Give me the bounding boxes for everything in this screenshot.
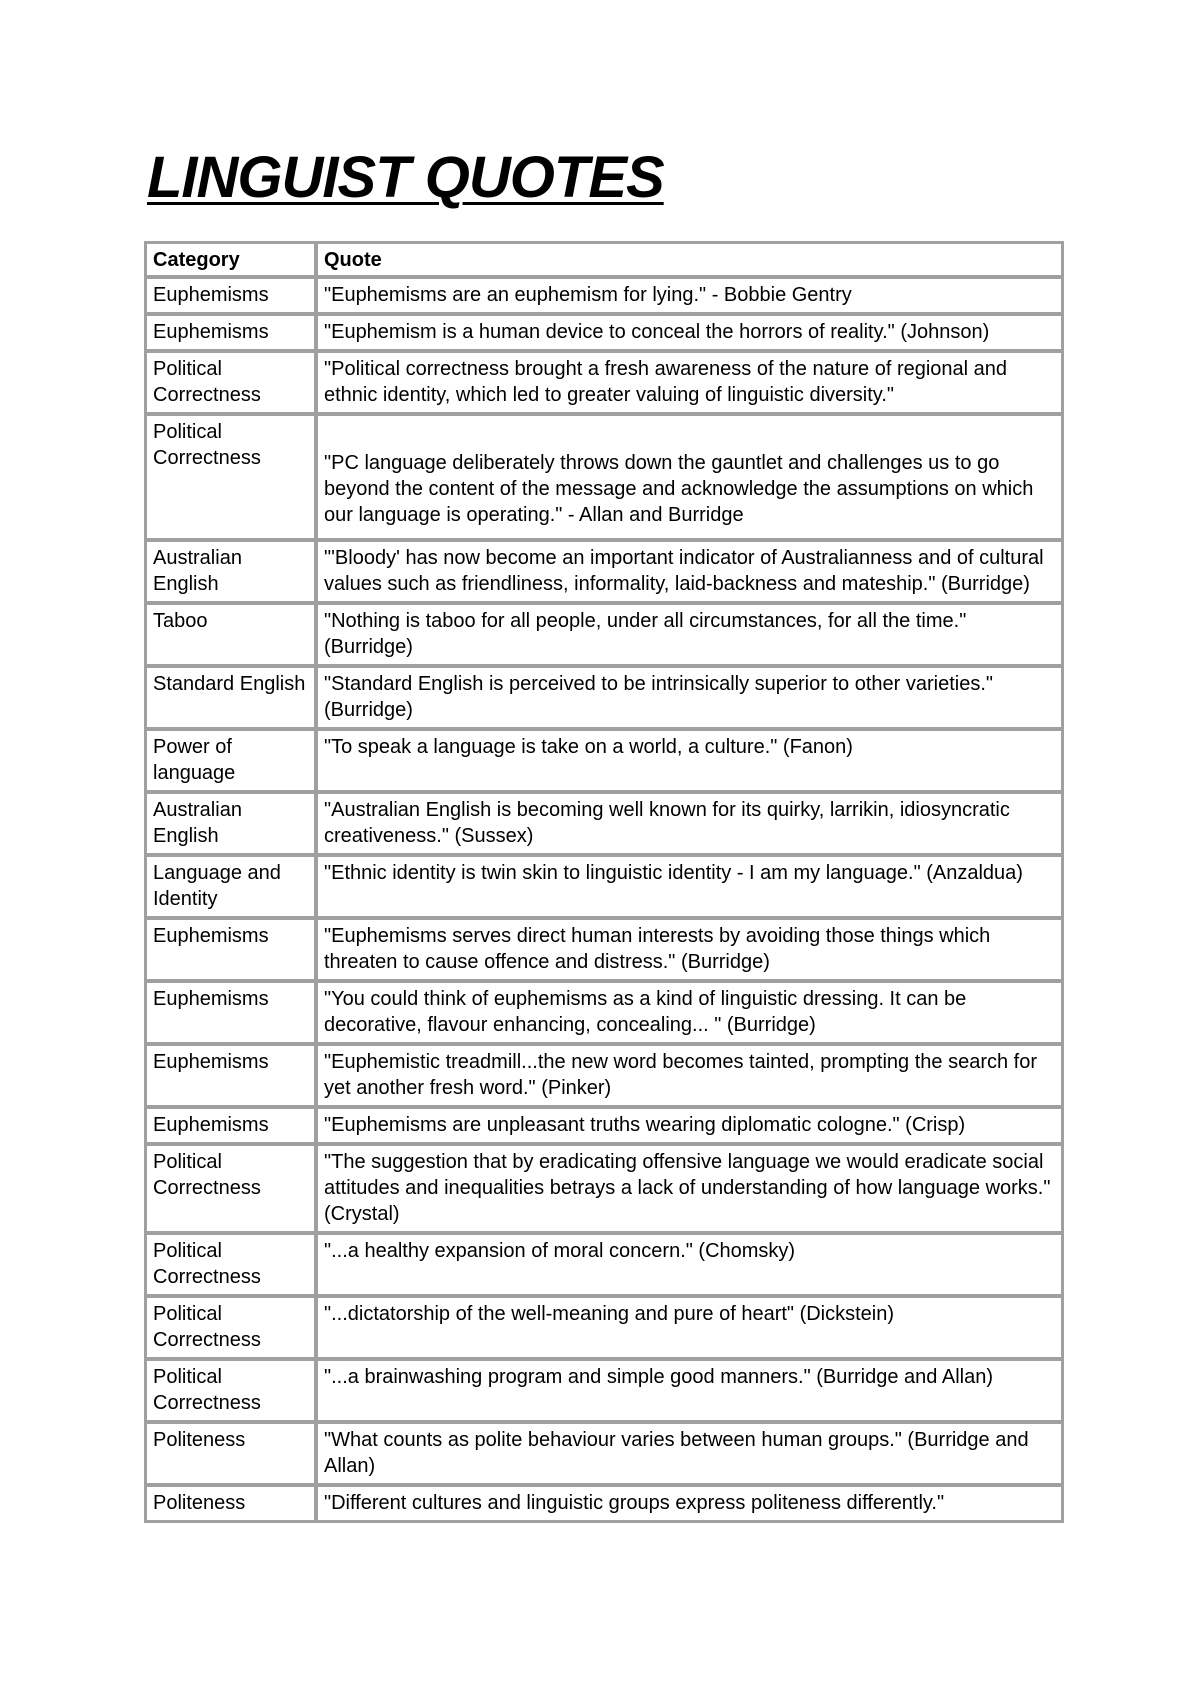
quote-cell: "Australian English is becoming well known for its quirky, larrikin, idiosyncratic creativeness." (Sussex) — [317, 793, 1062, 854]
table-row — [146, 856, 1062, 917]
quote-cell: "What counts as polite behaviour varies between human groups." (Burridge and Allan) — [317, 1423, 1062, 1484]
table-row — [146, 1234, 1062, 1295]
category-cell: Political Correctness — [146, 352, 315, 413]
category-cell: Political Correctness — [146, 415, 315, 539]
quote-cell: "Standard English is perceived to be intrinsically superior to other varieties." (Burridge) — [317, 667, 1062, 728]
table-row — [146, 604, 1062, 665]
category-cell: Politeness — [146, 1486, 315, 1521]
category-cell: Australian English — [146, 793, 315, 854]
category-cell: Euphemisms — [146, 315, 315, 350]
quote-cell: "PC language deliberately throws down the gauntlet and challenges us to go beyond the content of the message and acknowledge the assumptions on which our language is operating." - Allan and Burridge — [317, 415, 1062, 539]
table-row — [146, 315, 1062, 350]
table-row — [146, 415, 1062, 539]
category-cell: Euphemisms — [146, 278, 315, 313]
table-row — [146, 982, 1062, 1043]
category-cell: Euphemisms — [146, 1108, 315, 1143]
quote-cell: "Euphemism is a human device to conceal the horrors of reality." (Johnson) — [317, 315, 1062, 350]
category-cell: Political Correctness — [146, 1360, 315, 1421]
quote-cell: "'Bloody' has now become an important indicator of Australianness and of cultural values such as friendliness, informality, laid-backness and mateship." (Burridge) — [317, 541, 1062, 602]
category-cell: Taboo — [146, 604, 315, 665]
category-cell: Power of language — [146, 730, 315, 791]
category-cell: Euphemisms — [146, 1045, 315, 1106]
category-cell: Language and Identity — [146, 856, 315, 917]
table-row — [146, 1360, 1062, 1421]
table-row — [146, 730, 1062, 791]
table-row — [146, 667, 1062, 728]
table-row — [146, 793, 1062, 854]
category-cell: Political Correctness — [146, 1234, 315, 1295]
table-row — [146, 1045, 1062, 1106]
table-row — [146, 352, 1062, 413]
table-row — [146, 1108, 1062, 1143]
quote-cell: "...dictatorship of the well-meaning and pure of heart" (Dickstein) — [317, 1297, 1062, 1358]
quote-cell: "Euphemisms are an euphemism for lying." - Bobbie Gentry — [317, 278, 1062, 313]
quote-cell: "To speak a language is take on a world, a culture." (Fanon) — [317, 730, 1062, 791]
quote-cell: "The suggestion that by eradicating offensive language we would eradicate social attitudes and inequalities betrays a lack of understanding of how language works." (Crystal) — [317, 1145, 1062, 1232]
quote-cell: "Different cultures and linguistic groups express politeness differently." — [317, 1486, 1062, 1521]
quotes-table — [144, 241, 1064, 1523]
category-cell: Australian English — [146, 541, 315, 602]
quote-cell: "Euphemisms are unpleasant truths wearing diplomatic cologne." (Crisp) — [317, 1108, 1062, 1143]
quote-cell: "Political correctness brought a fresh awareness of the nature of regional and ethnic identity, which led to greater valuing of linguistic diversity." — [317, 352, 1062, 413]
category-cell: Euphemisms — [146, 919, 315, 980]
table-row — [146, 1297, 1062, 1358]
table-row — [146, 1423, 1062, 1484]
quote-cell: "Euphemisms serves direct human interests by avoiding those things which threaten to cause offence and distress." (Burridge) — [317, 919, 1062, 980]
category-cell: Standard English — [146, 667, 315, 728]
column-header-category: Category — [146, 243, 315, 276]
category-cell: Euphemisms — [146, 982, 315, 1043]
table-row — [146, 919, 1062, 980]
table-row — [146, 541, 1062, 602]
column-header-quote: Quote — [317, 243, 1062, 276]
page-title: LINGUIST QUOTES — [147, 145, 664, 210]
table-header-row — [146, 243, 1062, 276]
category-cell: Political Correctness — [146, 1297, 315, 1358]
category-cell: Political Correctness — [146, 1145, 315, 1232]
table-row — [146, 278, 1062, 313]
table-row — [146, 1145, 1062, 1232]
table-row — [146, 1486, 1062, 1521]
quote-cell: "...a healthy expansion of moral concern." (Chomsky) — [317, 1234, 1062, 1295]
quote-cell: "Euphemistic treadmill...the new word becomes tainted, prompting the search for yet another fresh word." (Pinker) — [317, 1045, 1062, 1106]
quote-cell: "Ethnic identity is twin skin to linguistic identity - I am my language." (Anzaldua) — [317, 856, 1062, 917]
category-cell: Politeness — [146, 1423, 315, 1484]
quote-cell: "...a brainwashing program and simple good manners." (Burridge and Allan) — [317, 1360, 1062, 1421]
quote-cell: "Nothing is taboo for all people, under all circumstances, for all the time." (Burridge) — [317, 604, 1062, 665]
quote-cell: "You could think of euphemisms as a kind of linguistic dressing. It can be decorative, flavour enhancing, concealing... " (Burridge) — [317, 982, 1062, 1043]
